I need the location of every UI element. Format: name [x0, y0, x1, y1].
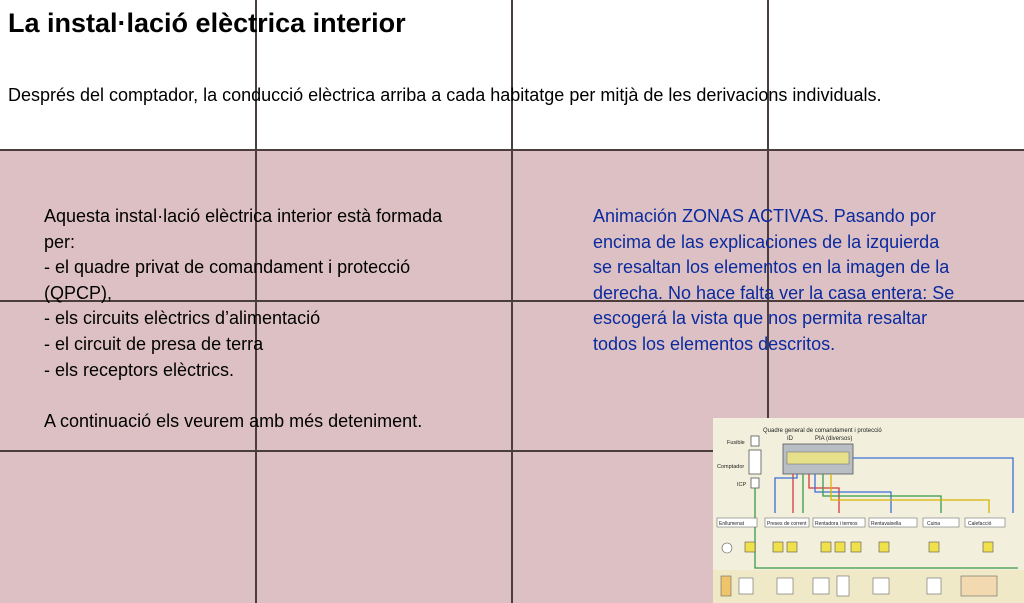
list-item-circuits[interactable]: - els circuits elèctrics d’alimentació: [44, 308, 321, 329]
circuit-label: Preses de corrent: [767, 521, 807, 527]
list-item-receptors[interactable]: - els receptors elèctrics.: [44, 359, 235, 380]
diagram-pia-label: PIA (diversos): [815, 436, 853, 442]
fuse-box: [751, 436, 759, 446]
list-item-earth[interactable]: - el circuit de presa de terra: [44, 333, 264, 354]
wiring-diagram: [713, 418, 1024, 603]
animation-note: Animación ZONAS ACTIVAS. Pasando por encima de las explicaciones de la izquierda se resaltan los elementos en la imagen de la derecha. No hace falta ver la casa entera: Se escogerá la vista que nos permita resaltar todos los elementos descritos.: [593, 206, 955, 354]
label-comptador: Comptador: [717, 464, 745, 470]
list-intro[interactable]: Aquesta instal·lació elèctrica interior està formada per:: [44, 206, 448, 252]
circuit-label: Cuina: [927, 521, 941, 527]
circuit-label: Calefacció: [968, 521, 992, 527]
list-spacer: [44, 383, 464, 409]
label-icp: ICP: [737, 482, 747, 488]
lightbulb-icon: [722, 543, 732, 553]
circuit-label: Enllumenat: [719, 521, 745, 527]
list-item-qpcp[interactable]: - el quadre privat de comandament i protecció (QPCP),: [44, 257, 416, 303]
list-footer: A continuació els veurem amb més deteniment.: [44, 410, 423, 431]
meter-box: [749, 450, 761, 474]
diagram-header: Quadre general de comandament i protecció: [763, 428, 882, 434]
circuit-label: Rentadora i termos: [815, 521, 858, 527]
breaker-row: [787, 452, 849, 464]
icp-box: [751, 478, 759, 488]
diagram-id-label: ID: [787, 436, 793, 442]
components-list: [44, 204, 464, 434]
grid-line: [0, 149, 1024, 151]
intro-text: Després del comptador, la conducció elèctrica arriba a cada habitatge per mitjà de les derivacions individuals.: [8, 85, 882, 105]
page-title: La instal·lació elèctrica interior: [8, 8, 406, 38]
circuit-label: Rentavaixella: [871, 521, 902, 527]
label-fusible: Fusible: [727, 440, 745, 446]
